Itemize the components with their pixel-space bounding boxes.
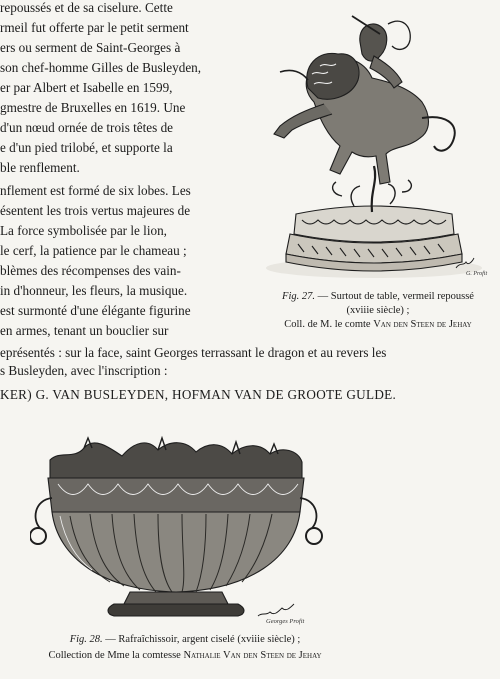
body-line: in d'honneur, les fleurs, la musique. xyxy=(0,283,188,298)
figure-27-label: Fig. 27. xyxy=(282,291,316,302)
figure-28-engraver-signature: Georges Profit xyxy=(266,618,305,625)
body-line: son chef-homme Gilles de Busleyden, xyxy=(0,60,202,75)
figure-27-caption xyxy=(256,290,500,303)
figure-27-credit-prefix: Coll. de M. le comte xyxy=(284,319,374,330)
figure-27-credit-name: Van den Steen de Jehay xyxy=(373,319,472,330)
figure-27-century: (xviiie siècle) ; xyxy=(346,305,410,316)
body-line: La force symbolisée par le lion, xyxy=(0,223,167,238)
figure-28-illustration xyxy=(30,420,340,625)
inscription-line: KER) G. VAN BUSLEYDEN, HOFMAN VAN DE GROOTE GULDE. xyxy=(0,387,397,402)
figure-27-engraver-signature: G. Profit xyxy=(466,271,488,277)
figure-28-credit-name: Nathalie Van den Steen de Jehay xyxy=(183,650,322,661)
figure-27-illustration xyxy=(262,6,490,286)
body-line: ésentent les trois vertus majeures de xyxy=(0,203,191,218)
body-line: blèmes des récompenses des vain- xyxy=(0,263,181,278)
body-line: d'un nœud ornée de trois têtes de xyxy=(0,120,174,135)
figure-28-credit-prefix: Collection de Mme la comtesse xyxy=(48,650,184,661)
body-line: gmestre de Bruxelles en 1619. Une xyxy=(0,100,186,115)
body-line: le cerf, la patience par le chameau ; xyxy=(0,243,187,258)
body-line: ers ou serment de Saint-Georges à xyxy=(0,40,181,55)
figure-28-credit xyxy=(0,649,370,662)
body-line: rmeil fut offerte par le petit serment xyxy=(0,20,189,35)
body-line: ble renflement. xyxy=(0,160,80,175)
body-line: er par Albert et Isabelle en 1599, xyxy=(0,80,173,95)
figure-27-caption-text: — Surtout de table, vermeil repoussé xyxy=(315,291,474,302)
body-line-full-width: eprésentés : sur la face, saint Georges terrassant le dragon et au revers les xyxy=(0,345,387,360)
figure-28-caption xyxy=(0,633,370,646)
body-line: nflement est formé de six lobes. Les xyxy=(0,183,191,198)
body-line-full-width: s Busleyden, avec l'inscription : xyxy=(0,363,168,378)
figure-28-caption-text: — Rafraîchissoir, argent ciselé (xviiie siècle) ; xyxy=(102,634,301,645)
body-line: est surmonté d'une élégante figurine xyxy=(0,303,191,318)
figure-28-label: Fig. 28. xyxy=(69,634,103,645)
body-line: e d'un pied trilobé, et supporte la xyxy=(0,140,173,155)
body-line: repoussés et de sa ciselure. Cette xyxy=(0,0,173,15)
figure-27-credit xyxy=(256,318,500,331)
body-line: en armes, tenant un bouclier sur xyxy=(0,323,169,338)
